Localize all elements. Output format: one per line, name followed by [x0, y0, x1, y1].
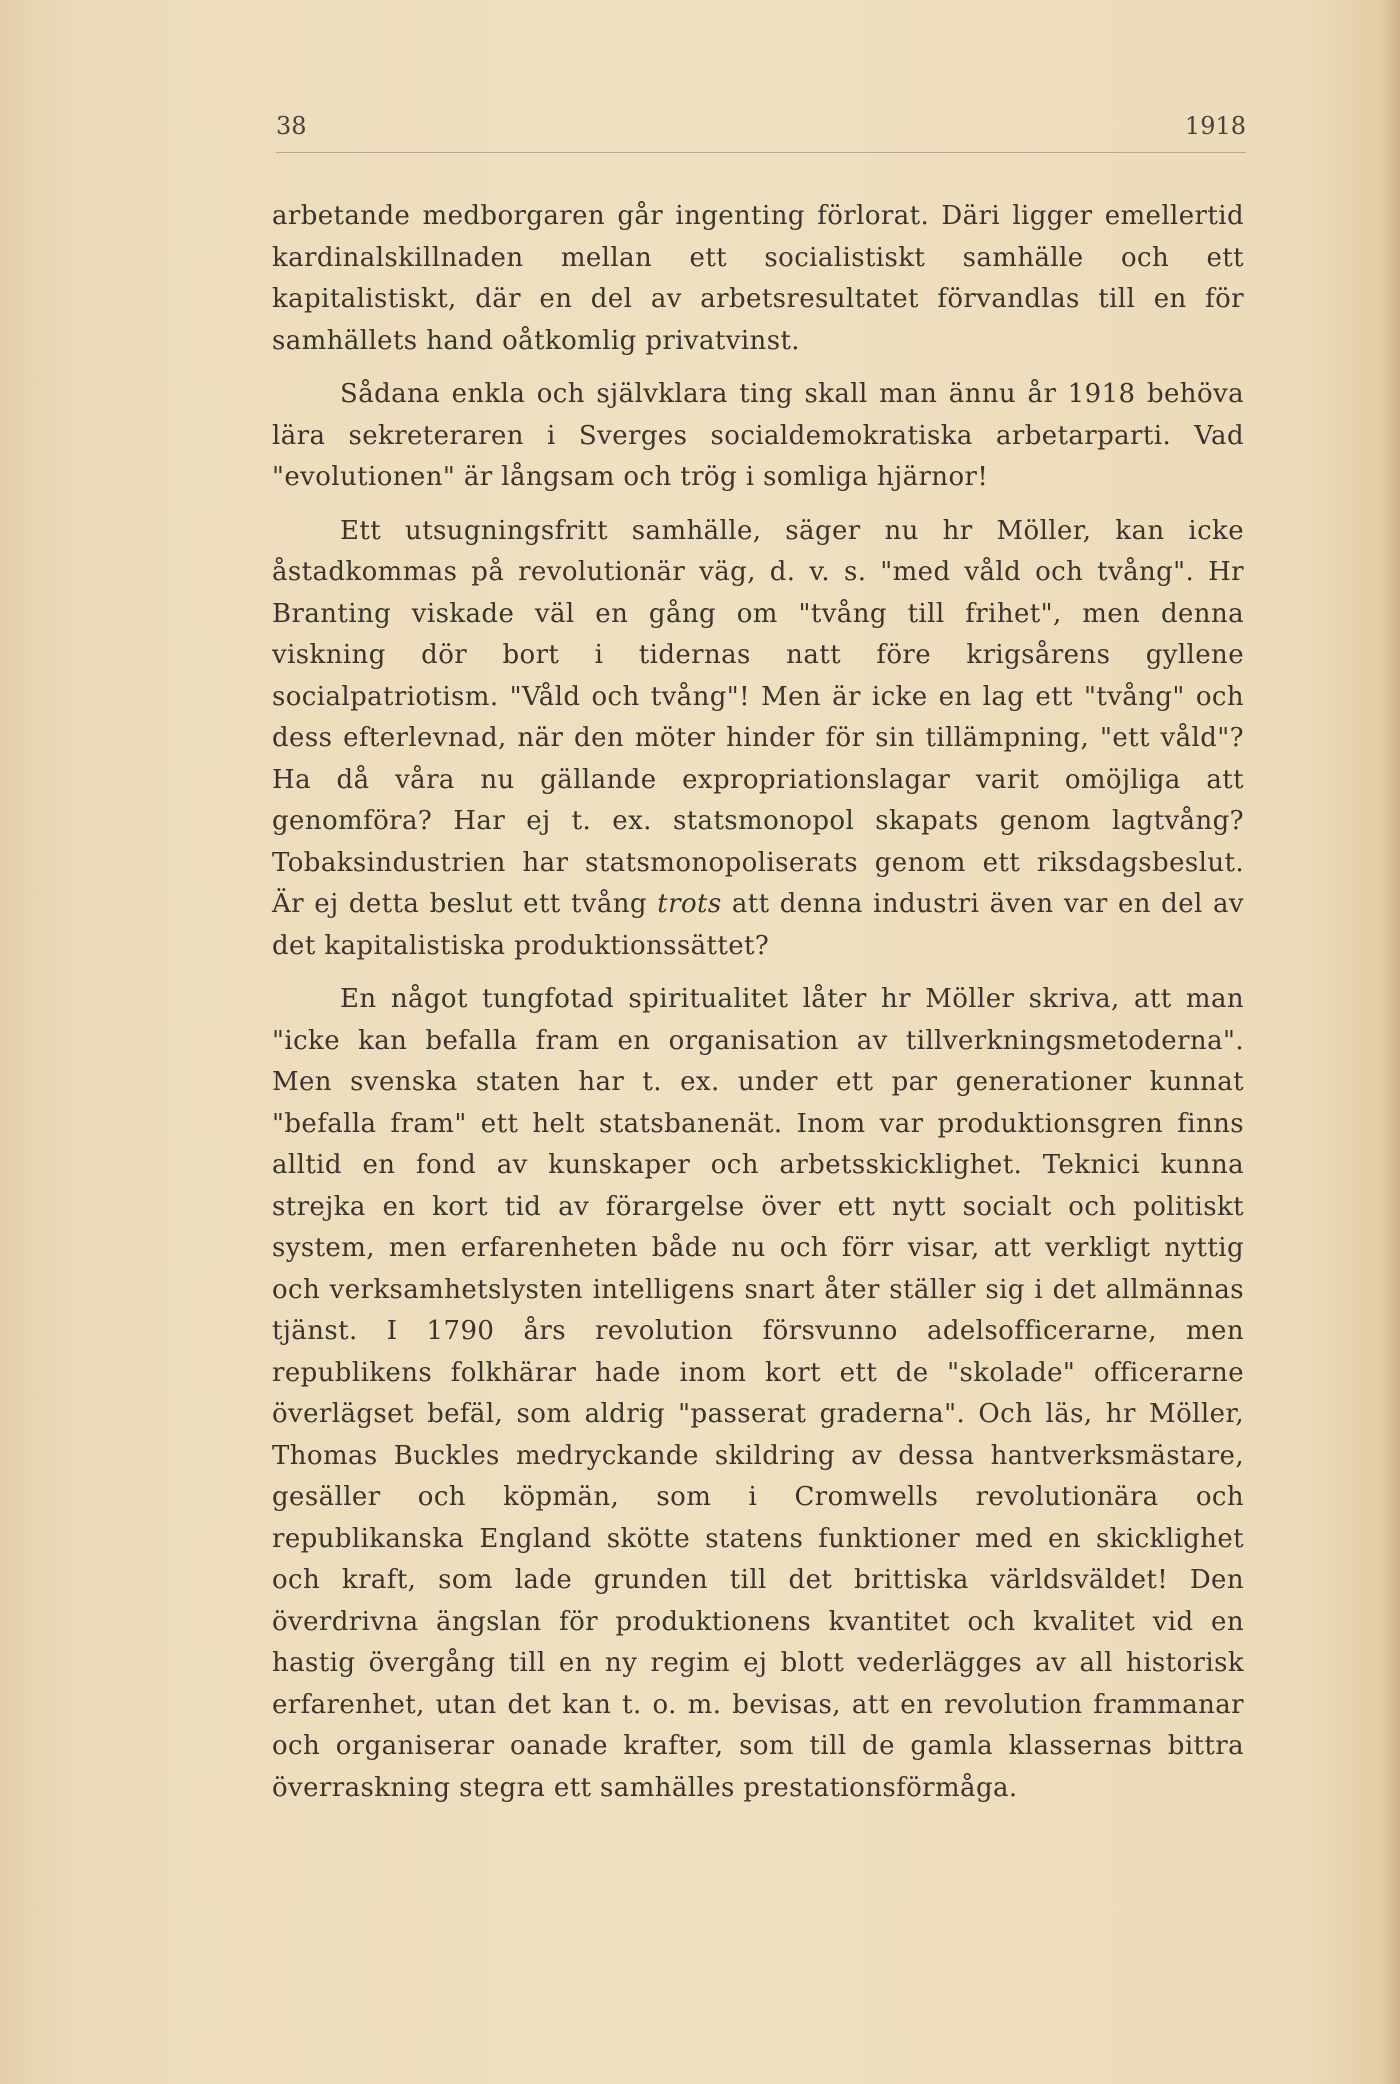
- paragraph-3-text: Ett utsugningsfritt samhälle, säger nu hr Möller, kan icke åstadkommas på revolutionär väg, d. v. s. "med våld och tvång". Hr Branting viskade väl en gång om "tvång till frihet", men denna viskning dör bort i tidernas natt före krigsårens gyllene socialpatriotism. "Våld och tvång"! Men är icke en lag ett "tvång" och dess efterlevnad, när den möter hinder för sin tillämpning, "ett våld"? Ha då våra nu gällande expropriationslagar varit omöjliga att genomföra? Har ej t. ex. statsmonopol skapats genom lagtvång? Tobaksindustrien har statsmonopoliserats genom ett riksdagsbeslut. Är ej detta beslut ett tvång: [272, 515, 1244, 919]
- italic-emphasis: trots: [657, 889, 722, 919]
- paragraph-3-tail: att denna industri även var en del av det kapitalistiska produktionssättet?: [272, 889, 1245, 961]
- paragraph-1: arbetande medborgaren går ingenting förlorat. Däri ligger emellertid kardinalskillnaden mellan ett socialistiskt samhälle och ett kapitalistiskt, där en del av arbetsresultatet förvandlas till en för samhällets hand oåtkomlig privatvinst.: [272, 201, 1244, 356]
- paragraph-3: [272, 511, 1244, 968]
- header-year: 1918: [1184, 112, 1246, 140]
- running-header: [276, 112, 1246, 140]
- paragraph-2: Sådana enkla och självklara ting skall man ännu år 1918 behöva lära sekreteraren i Sverges socialdemokratiska arbetarparti. Vad "evolutionen" är långsam och trög i somliga hjärnor!: [272, 379, 1244, 492]
- page-number: 38: [276, 112, 307, 140]
- body-text: [272, 196, 1244, 1809]
- header-rule: [276, 152, 1246, 153]
- paragraph-4: En något tungfotad spiritualitet låter hr Möller skriva, att man "icke kan befalla fram en organisation av tillverkningsmetoderna". Men svenska staten har t. ex. under ett par generationer kunnat "befalla fram" ett helt statsbanenät. Inom var produktionsgren finns alltid en fond av kunskaper och arbetsskicklighet. Teknici kunna strejka en kort tid av förargelse över ett nytt socialt och politiskt system, men erfarenheten både nu och förr visar, att verkligt nyttig och verksamhetslysten intelligens snart åter ställer sig i det allmännas tjänst. I 1790 års revolution försvunno adelsofficerarne, men republikens folkhärar hade inom kort ett de "skolade" officerarne överlägset befäl, som aldrig "passerat graderna". Och läs, hr Möller, Thomas Buckles medryckande skildring av dessa hantverksmästare, gesäller och köpmän, som i Cromwells revolutionära och republikanska England skötte statens funktioner med en skicklighet och kraft, som lade grunden till det brittiska världsväldet! Den överdrivna ängslan för produktionens kvantitet och kvalitet vid en hastig övergång till en ny regim ej blott vederlägges av all historisk erfarenhet, utan det kan t. o. m. bevisas, att en revolution frammanar och organiserar oanade krafter, som till de gamla klassernas bittra överraskning stegra ett samhälles prestationsförmåga.: [272, 984, 1244, 1803]
